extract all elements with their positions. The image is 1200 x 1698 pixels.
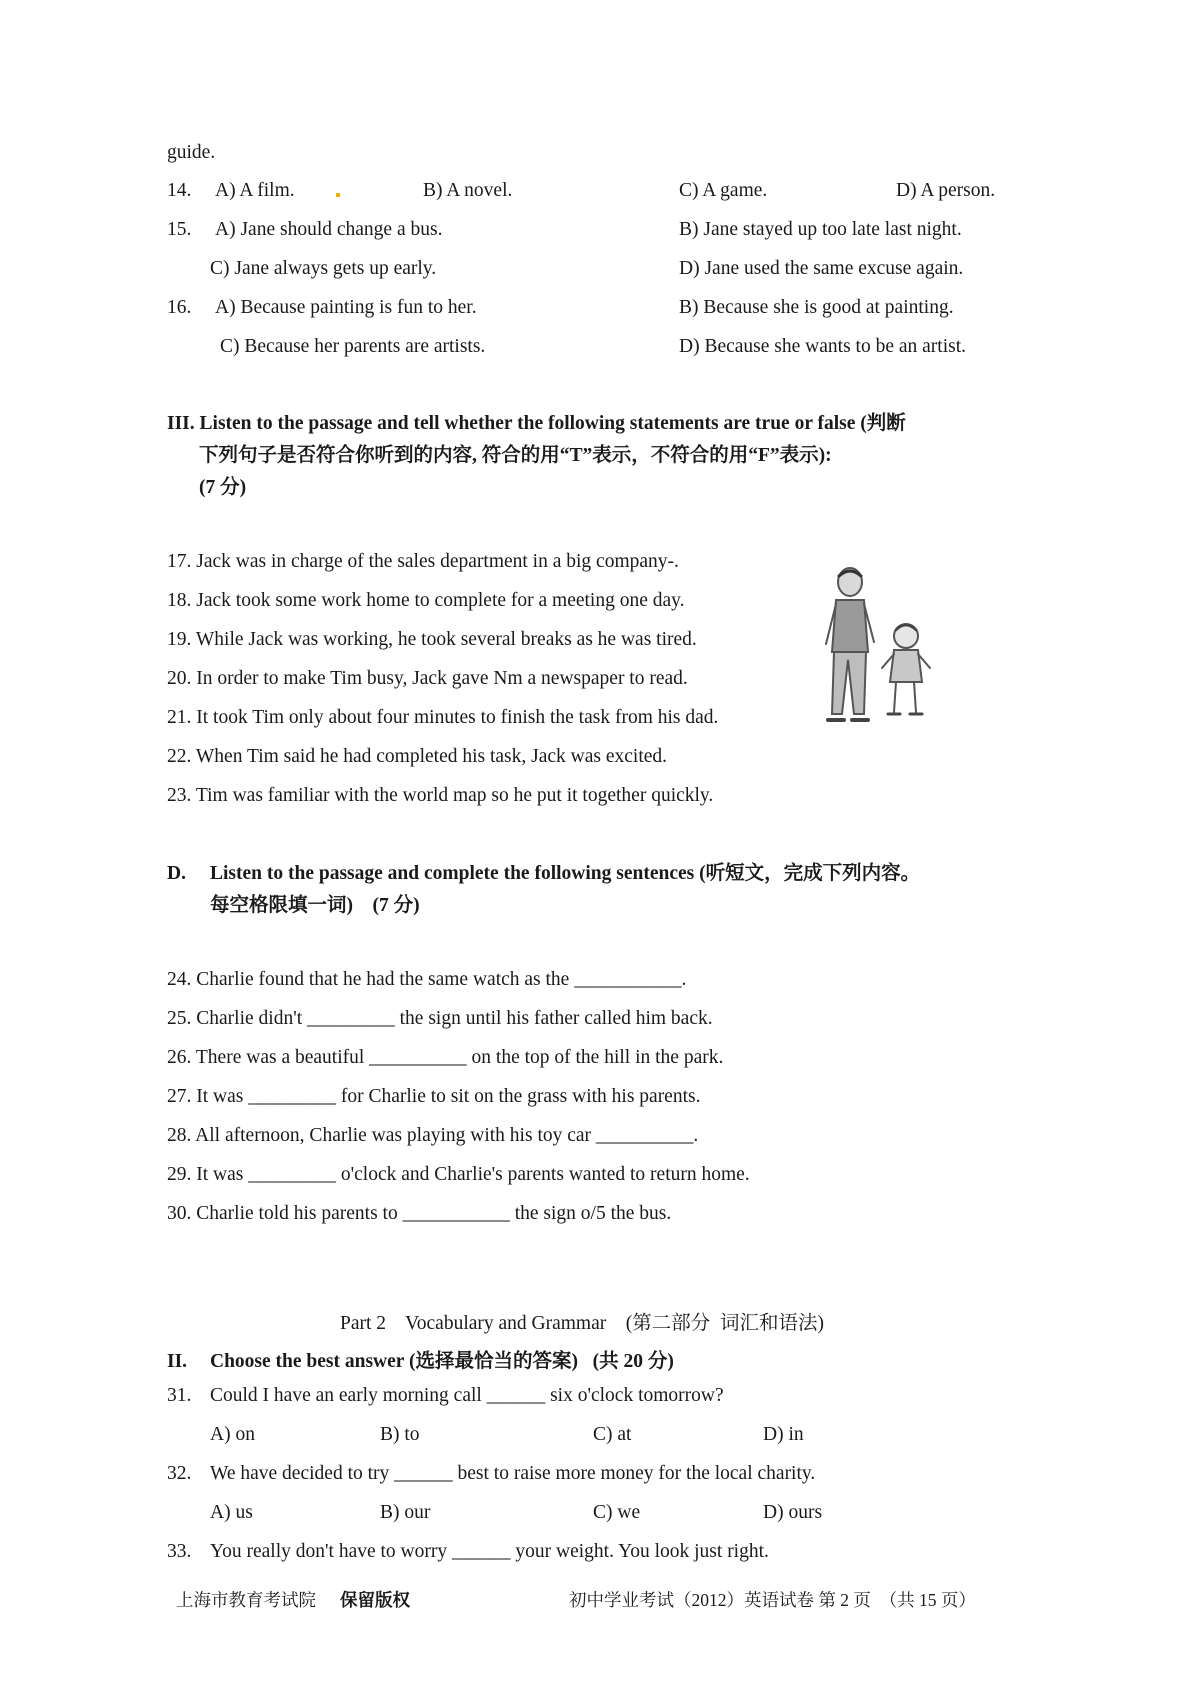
option-b: B) to (380, 1424, 420, 1445)
question-text: We have decided to try ______ best to raise more money for the local charity. (210, 1463, 816, 1484)
footer-rights: 保留版权 (340, 1590, 410, 1610)
question-number: 33. (167, 1541, 192, 1562)
option-d: D) Because she wants to be an artist. (679, 336, 966, 357)
father-son-illustration (812, 564, 946, 734)
option-a: A) on (210, 1424, 255, 1445)
part-title: Part 2 Vocabulary and Grammar (第二部分 词汇和语法) (340, 1313, 824, 1334)
option-d: D) in (763, 1424, 804, 1445)
statement-23: 23. Tim was familiar with the world map so he put it together quickly. (167, 785, 714, 806)
sentence-25: 25. Charlie didn't _________ the sign until his father called him back. (167, 1008, 713, 1029)
option-b: B) Because she is good at painting. (679, 297, 954, 318)
question-number: 16. (167, 297, 192, 318)
sentence-30: 30. Charlie told his parents to ___________ the sign o/5 the bus. (167, 1203, 672, 1224)
sentence-26: 26. There was a beautiful __________ on the top of the hill in the park. (167, 1047, 724, 1068)
option-a: A) Jane should change a bus. (215, 219, 443, 240)
question-text: You really don't have to worry ______ your weight. You look just right. (210, 1541, 769, 1562)
question-number: 31. (167, 1385, 192, 1406)
statement-19: 19. While Jack was working, he took several breaks as he was tired. (167, 629, 697, 650)
option-a: A) A film. (215, 180, 295, 201)
statement-22: 22. When Tim said he had completed his task, Jack was excited. (167, 746, 668, 767)
option-a: A) us (210, 1502, 253, 1523)
sentence-24: 24. Charlie found that he had the same watch as the ___________. (167, 969, 687, 990)
section-heading: Listen to the passage and complete the following sentences (听短文，完成下列内容。 (210, 863, 921, 884)
option-c: C) A game. (679, 180, 768, 201)
section-heading-cont: 每空格限填一词) (7 分) (210, 895, 420, 916)
section-heading: III. Listen to the passage and tell whether the following statements are true or false (判断 (167, 413, 906, 434)
section-label: D. (167, 863, 186, 884)
statement-17: 17. Jack was in charge of the sales department in a big company-. (167, 551, 679, 572)
statement-21: 21. It took Tim only about four minutes to finish the task from his dad. (167, 707, 719, 728)
option-d: D) ours (763, 1502, 823, 1523)
sentence-28: 28. All afternoon, Charlie was playing with his toy car __________. (167, 1125, 699, 1146)
question-number: 32. (167, 1463, 192, 1484)
option-c: C) at (593, 1424, 632, 1445)
question-number: 14. (167, 180, 192, 201)
section-score: (7 分) (199, 477, 247, 498)
option-c: C) we (593, 1502, 641, 1523)
page-top-fragment: guide. (167, 142, 216, 163)
question-text: Could I have an early morning call ______ six o'clock tomorrow? (210, 1385, 724, 1406)
statement-18: 18. Jack took some work home to complete for a meeting one day. (167, 590, 685, 611)
section-label: II. (167, 1351, 188, 1372)
section-heading-cont: 下列句子是否符合你听到的内容, 符合的用“T”表示，不符合的用“F”表示): (199, 445, 832, 466)
option-d: D) A person. (896, 180, 996, 201)
option-b: B) Jane stayed up too late last night. (679, 219, 962, 240)
section-heading: Choose the best answer (选择最恰当的答案) (共 20 分) (210, 1351, 674, 1372)
statement-20: 20. In order to make Tim busy, Jack gave Nm a newspaper to read. (167, 668, 688, 689)
footer-org: 上海市教育考试院 (176, 1590, 316, 1610)
option-b: B) A novel. (423, 180, 513, 201)
option-a: A) Because painting is fun to her. (215, 297, 477, 318)
sentence-29: 29. It was _________ o'clock and Charlie's parents wanted to return home. (167, 1164, 750, 1185)
footer-exam-info: 初中学业考试（2012）英语试卷 第 2 页 （共 15 页） (569, 1590, 976, 1610)
ink-speck (336, 193, 340, 197)
sentence-27: 27. It was _________ for Charlie to sit on the grass with his parents. (167, 1086, 701, 1107)
option-b: B) our (380, 1502, 431, 1523)
option-c: C) Because her parents are artists. (220, 336, 486, 357)
question-number: 15. (167, 219, 192, 240)
option-c: C) Jane always gets up early. (210, 258, 437, 279)
option-d: D) Jane used the same excuse again. (679, 258, 964, 279)
